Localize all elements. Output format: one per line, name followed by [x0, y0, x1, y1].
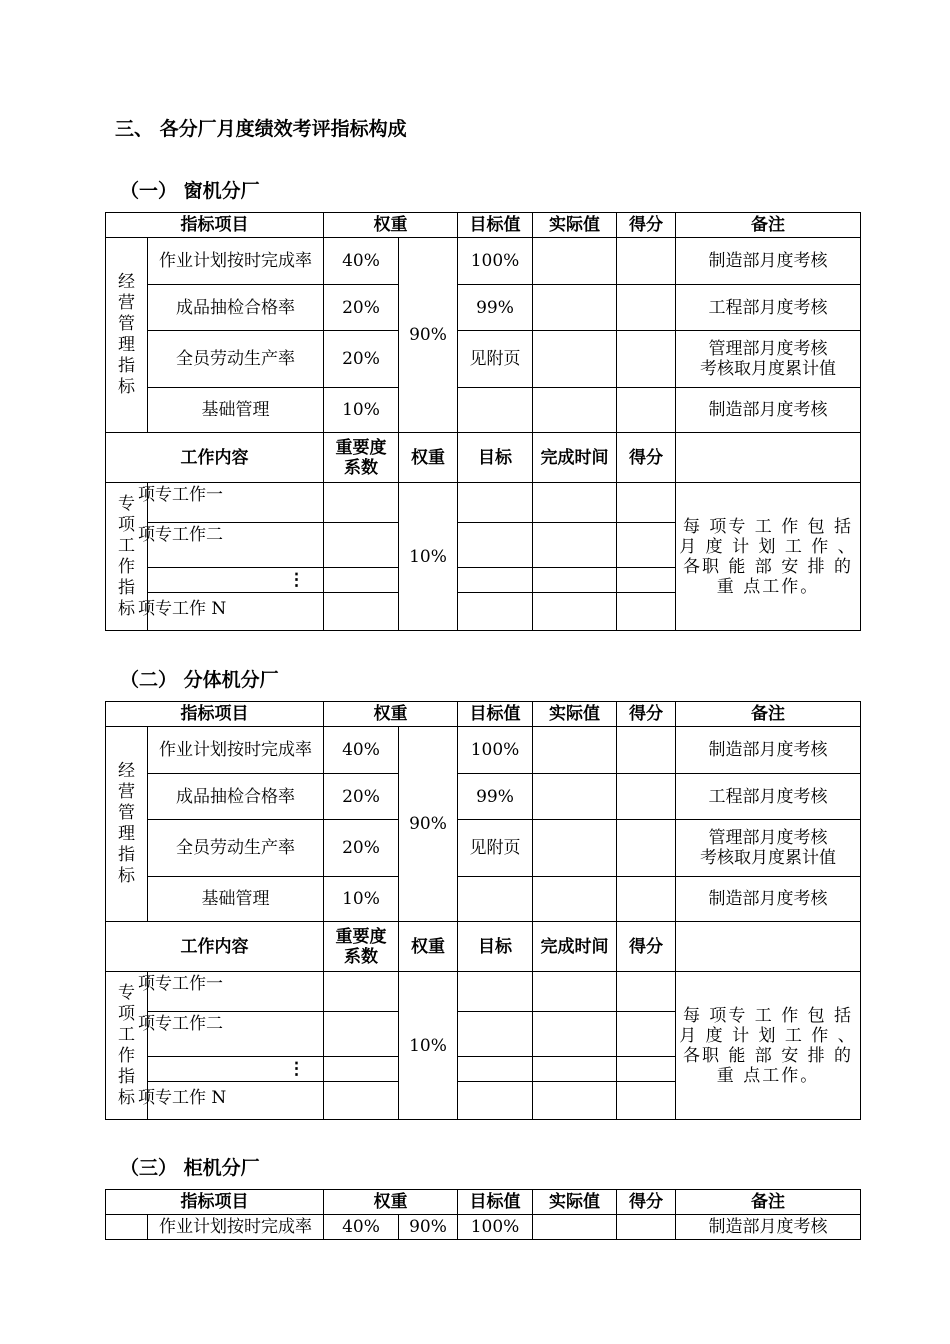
- header-actual: 实际值: [533, 1190, 617, 1215]
- special-row-name: 项专工作 N: [148, 1082, 324, 1120]
- special-row-name: 项专工作一: [148, 483, 324, 523]
- ops-row-actual: [533, 727, 617, 774]
- header-target: 目标值: [458, 213, 533, 238]
- ops-row-score: [617, 727, 676, 774]
- header-score: 得分: [617, 702, 676, 727]
- special-row-score: [617, 593, 676, 631]
- special-row-dots: ⋮: [148, 568, 324, 593]
- header-score: 得分: [617, 213, 676, 238]
- special-row-name: 项专工作一: [148, 972, 324, 1012]
- ops-group-label: 经营管理指标: [106, 238, 148, 433]
- special-note: 每 项专 工 作 包 括月 度 计 划 工 作 、各职 能 部 安 排 的 重 点工作。: [676, 972, 861, 1120]
- factory-table-2: [105, 701, 861, 1120]
- ops-row-remark: 制造部月度考核: [676, 1215, 861, 1240]
- special-row-time: [533, 593, 617, 631]
- ops-row-remark: 制造部月度考核: [676, 877, 861, 922]
- special-group-label: 专项工作指标: [106, 483, 148, 631]
- work-header-time: 完成时间: [533, 922, 617, 972]
- ops-row-weight: 40%: [324, 727, 399, 774]
- special-row-score: [617, 972, 676, 1012]
- ops-row-remark: 工程部月度考核: [676, 285, 861, 331]
- factory-table-3: [105, 1189, 861, 1240]
- special-row-importance: [324, 1082, 399, 1120]
- special-row-score: [617, 1082, 676, 1120]
- special-row-score: [617, 1012, 676, 1057]
- work-header-weight: 权重: [399, 922, 458, 972]
- header-weight: 权重: [324, 702, 458, 727]
- ops-row-actual: [533, 820, 617, 877]
- ops-row-score: [617, 285, 676, 331]
- special-row-time: [533, 568, 617, 593]
- header-weight: 权重: [324, 1190, 458, 1215]
- subsection-title-3: （三） 柜机分厂: [120, 1157, 260, 1179]
- special-row-importance: [324, 523, 399, 568]
- header-weight: 权重: [324, 213, 458, 238]
- header-remark: 备注: [676, 702, 861, 727]
- header-score: 得分: [617, 1190, 676, 1215]
- ops-row-target: 100%: [458, 727, 533, 774]
- work-header-importance: 重要度 系数: [324, 922, 399, 972]
- work-header-weight: 权重: [399, 433, 458, 483]
- header-actual: 实际值: [533, 213, 617, 238]
- factory-table-1: [105, 212, 861, 631]
- ops-total-weight: 90%: [399, 727, 458, 922]
- ops-row-target: 100%: [458, 238, 533, 285]
- special-row-name: 项专工作二: [148, 523, 324, 568]
- special-row-time: [533, 483, 617, 523]
- ops-row-name: 成品抽检合格率: [148, 285, 324, 331]
- ops-group-label: [106, 1215, 148, 1240]
- ops-row-weight: 10%: [324, 877, 399, 922]
- header-target: 目标值: [458, 1190, 533, 1215]
- special-weight: 10%: [399, 483, 458, 631]
- special-group-label: 专项工作指标: [106, 972, 148, 1120]
- ops-row-score: [617, 774, 676, 820]
- ops-row-score: [617, 820, 676, 877]
- special-row-target: [458, 1057, 533, 1082]
- work-header-target: 目标: [458, 922, 533, 972]
- remark-line-2: 考核取月度累计值: [700, 848, 836, 868]
- ops-group-label: 经营管理指标: [106, 727, 148, 922]
- special-row-target: [458, 523, 533, 568]
- ops-row-weight: 20%: [324, 331, 399, 388]
- ops-row-remark: 工程部月度考核: [676, 774, 861, 820]
- header-item: 指标项目: [106, 213, 324, 238]
- ops-row-actual: [533, 877, 617, 922]
- special-row-target: [458, 483, 533, 523]
- ops-row-target: 100%: [458, 1215, 533, 1240]
- header-item: 指标项目: [106, 702, 324, 727]
- special-row-importance: [324, 1012, 399, 1057]
- remark-line-1: 管理部月度考核: [708, 828, 828, 848]
- special-row-time: [533, 1082, 617, 1120]
- ops-row-name: 作业计划按时完成率: [148, 1215, 324, 1240]
- work-header-content: 工作内容: [106, 922, 324, 972]
- ops-row-weight: 20%: [324, 285, 399, 331]
- ops-row-actual: [533, 388, 617, 433]
- special-row-target: [458, 1082, 533, 1120]
- header-remark: 备注: [676, 1190, 861, 1215]
- special-row-time: [533, 1057, 617, 1082]
- ops-row-actual: [533, 774, 617, 820]
- ops-row-name: 基础管理: [148, 877, 324, 922]
- header-target: 目标值: [458, 702, 533, 727]
- special-row-importance: [324, 972, 399, 1012]
- ops-row-weight: 20%: [324, 820, 399, 877]
- special-row-name: 项专工作 N: [148, 593, 324, 631]
- section-title: 三、 各分厂月度绩效考评指标构成: [115, 118, 407, 140]
- special-row-target: [458, 972, 533, 1012]
- ops-row-weight: 10%: [324, 388, 399, 433]
- ops-row-name: 成品抽检合格率: [148, 774, 324, 820]
- ops-row-score: [617, 1215, 676, 1240]
- ops-total-weight: 90%: [399, 238, 458, 433]
- ops-row-target: 99%: [458, 285, 533, 331]
- work-header-score: 得分: [617, 922, 676, 972]
- special-row-score: [617, 568, 676, 593]
- ops-row-actual: [533, 238, 617, 285]
- work-header-time: 完成时间: [533, 433, 617, 483]
- special-row-score: [617, 483, 676, 523]
- ops-row-name: 基础管理: [148, 388, 324, 433]
- subsection-title-2: （二） 分体机分厂: [120, 669, 279, 691]
- special-row-time: [533, 1012, 617, 1057]
- work-header-content: 工作内容: [106, 433, 324, 483]
- ops-row-remark: 制造部月度考核: [676, 388, 861, 433]
- ops-row-target: 见附页: [458, 331, 533, 388]
- ops-row-score: [617, 238, 676, 285]
- special-row-target: [458, 593, 533, 631]
- ops-row-weight: 40%: [324, 238, 399, 285]
- remark-line-2: 考核取月度累计值: [700, 359, 836, 379]
- ops-row-weight: 40%: [324, 1215, 399, 1240]
- special-row-importance: [324, 483, 399, 523]
- ops-row-score: [617, 331, 676, 388]
- special-row-importance: [324, 568, 399, 593]
- special-row-score: [617, 523, 676, 568]
- ops-row-remark: [676, 820, 861, 877]
- header-actual: 实际值: [533, 702, 617, 727]
- ops-row-target: 99%: [458, 774, 533, 820]
- special-row-dots: ⋮: [148, 1057, 324, 1082]
- ops-row-actual: [533, 285, 617, 331]
- special-row-target: [458, 568, 533, 593]
- work-header-remark: [676, 922, 861, 972]
- ops-row-remark: 制造部月度考核: [676, 238, 861, 285]
- special-row-time: [533, 523, 617, 568]
- ops-total-weight: 90%: [399, 1215, 458, 1240]
- work-header-importance: 重要度 系数: [324, 433, 399, 483]
- ops-row-name: 全员劳动生产率: [148, 331, 324, 388]
- ops-row-target: [458, 877, 533, 922]
- ops-row-target: [458, 388, 533, 433]
- ops-row-weight: 20%: [324, 774, 399, 820]
- header-item: 指标项目: [106, 1190, 324, 1215]
- ops-row-remark: 制造部月度考核: [676, 727, 861, 774]
- special-row-score: [617, 1057, 676, 1082]
- ops-row-score: [617, 877, 676, 922]
- special-weight: 10%: [399, 972, 458, 1120]
- ops-row-name: 作业计划按时完成率: [148, 238, 324, 285]
- work-header-score: 得分: [617, 433, 676, 483]
- ops-row-actual: [533, 1215, 617, 1240]
- special-note: 每 项专 工 作 包 括月 度 计 划 工 作 、各职 能 部 安 排 的 重 点工作。: [676, 483, 861, 631]
- special-row-name: 项专工作二: [148, 1012, 324, 1057]
- header-remark: 备注: [676, 213, 861, 238]
- ops-row-target: 见附页: [458, 820, 533, 877]
- ops-row-name: 全员劳动生产率: [148, 820, 324, 877]
- special-row-target: [458, 1012, 533, 1057]
- ops-row-name: 作业计划按时完成率: [148, 727, 324, 774]
- ops-row-score: [617, 388, 676, 433]
- special-row-importance: [324, 1057, 399, 1082]
- special-row-time: [533, 972, 617, 1012]
- remark-line-1: 管理部月度考核: [708, 339, 828, 359]
- work-header-target: 目标: [458, 433, 533, 483]
- special-row-importance: [324, 593, 399, 631]
- work-header-remark: [676, 433, 861, 483]
- subsection-title-1: （一） 窗机分厂: [120, 180, 260, 202]
- ops-row-actual: [533, 331, 617, 388]
- ops-row-remark: [676, 331, 861, 388]
